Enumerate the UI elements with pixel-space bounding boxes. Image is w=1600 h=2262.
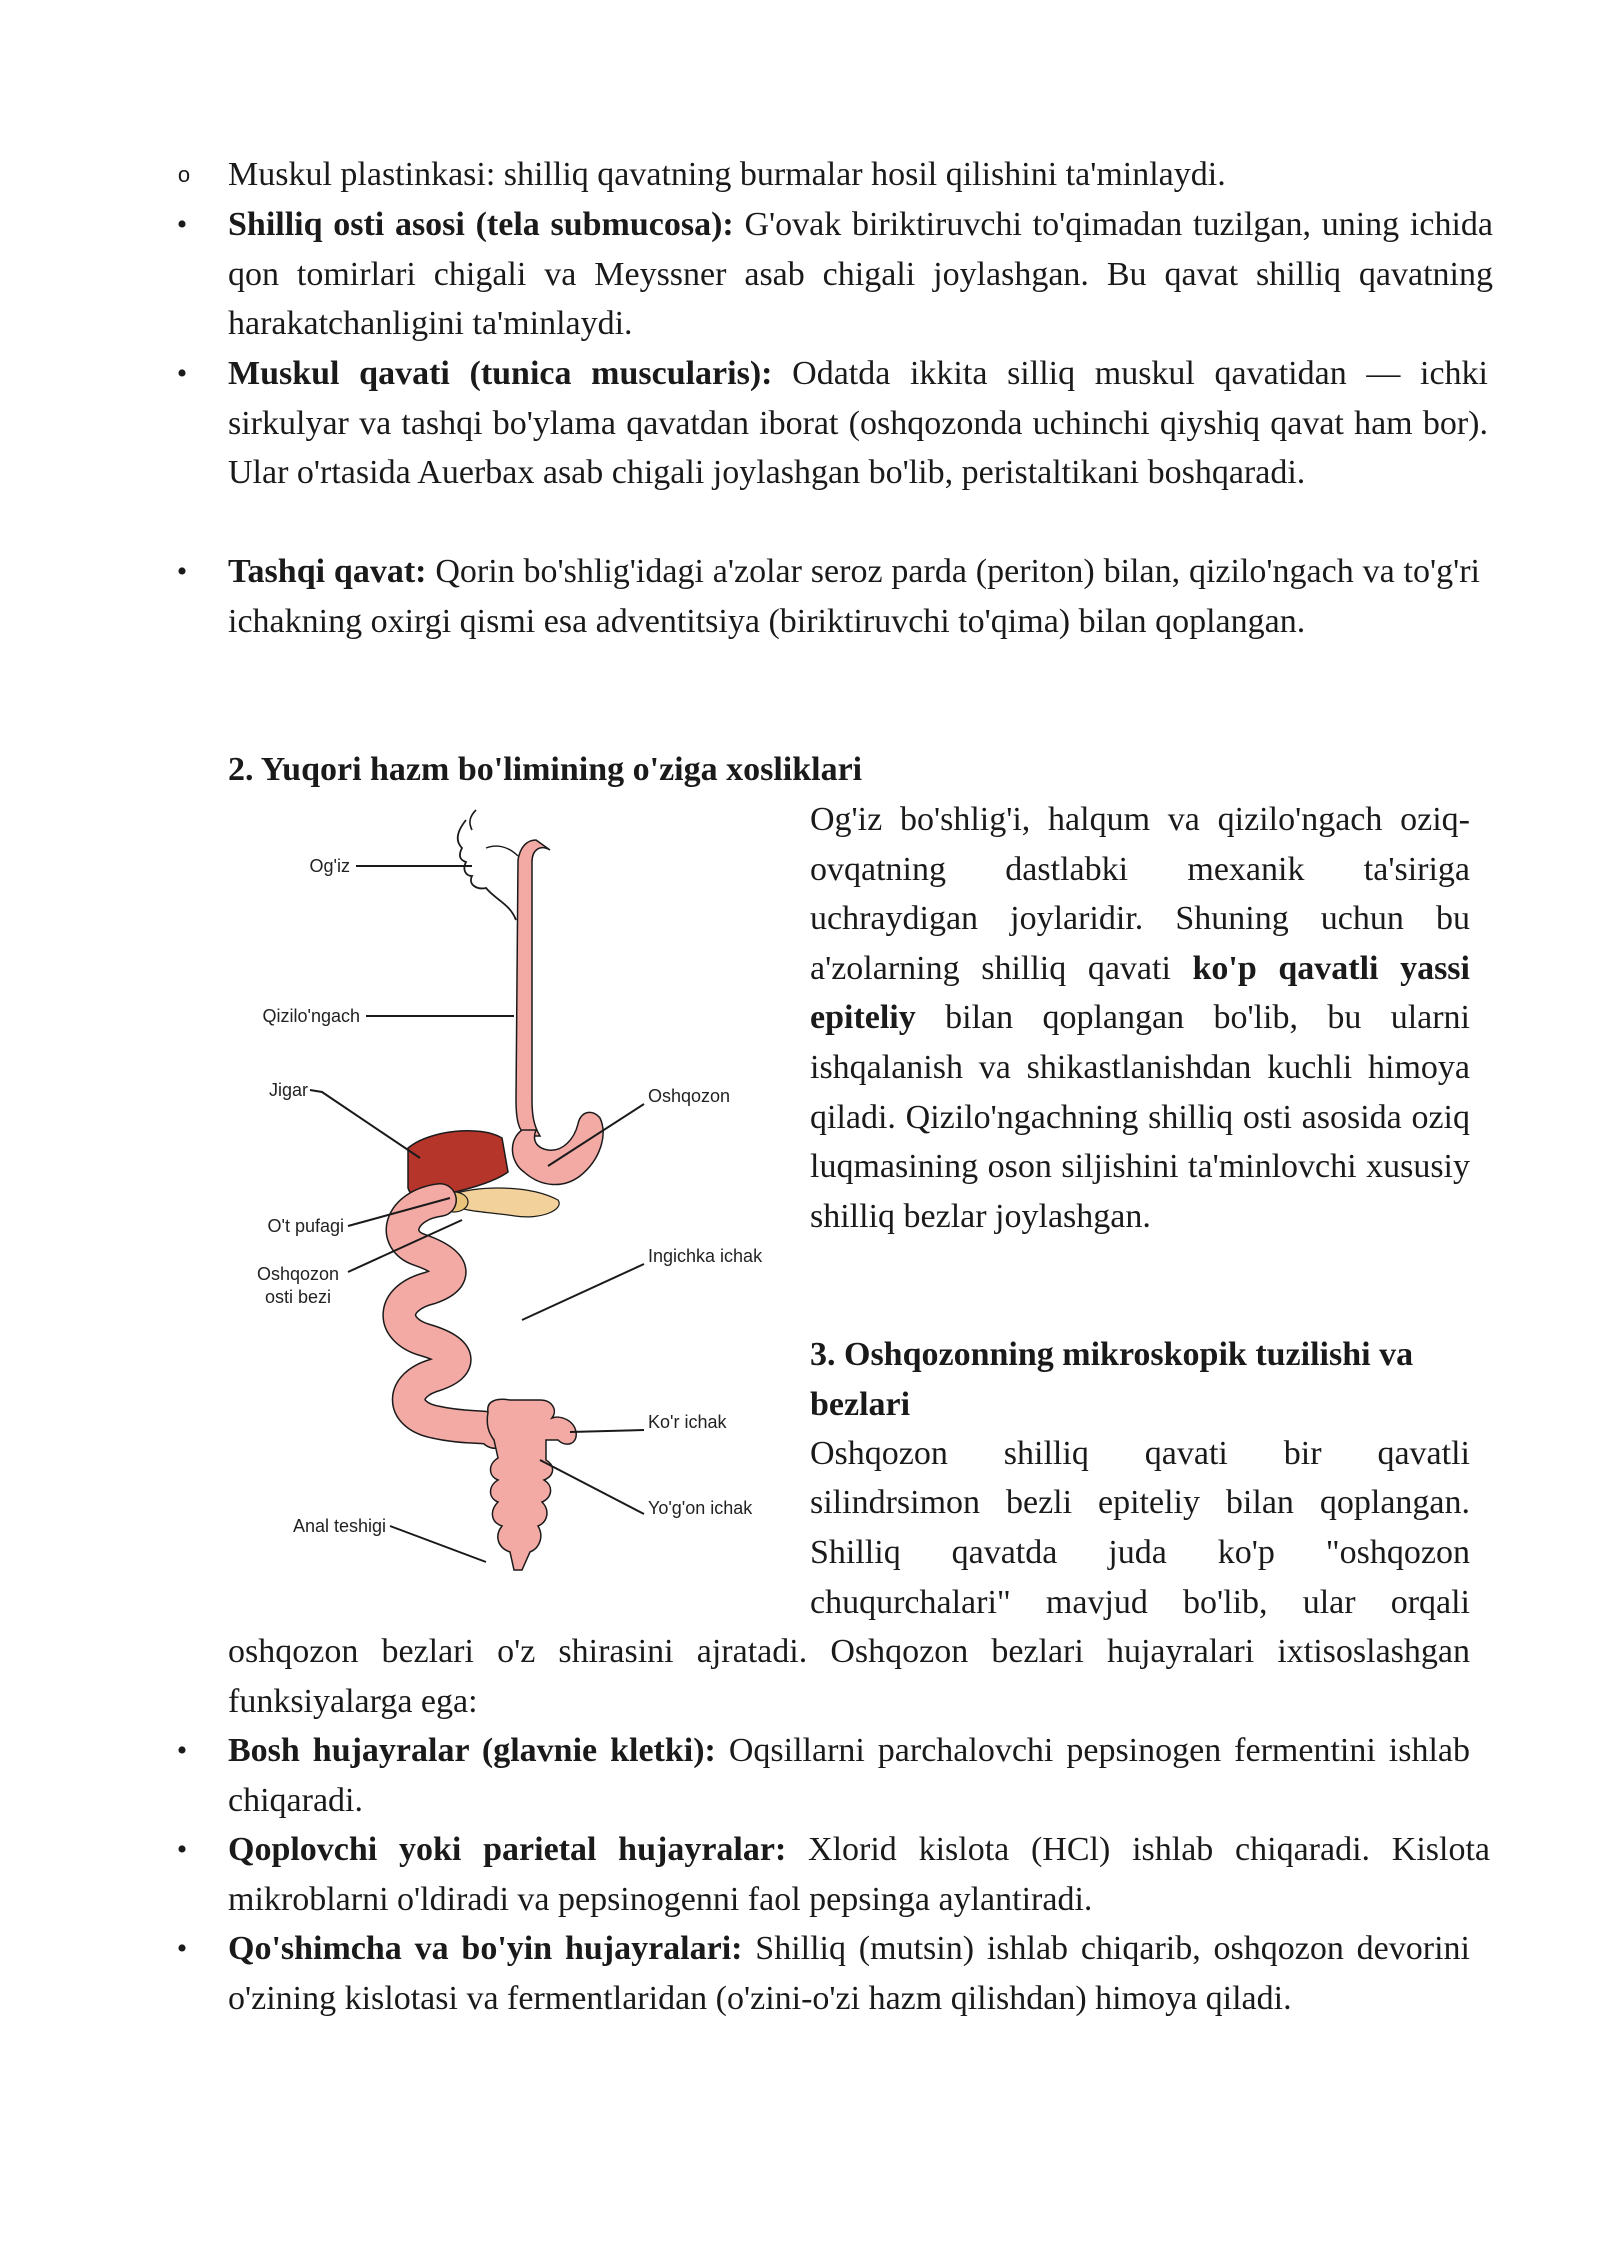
digestive-system-diagram — [240, 800, 800, 1590]
label-ogiz: Og'iz — [309, 856, 350, 876]
description: Odatda ikkita silliq muskul qavatidan — ichki sirkulyar va tashqi bo'ylama qavatdan iborat (oshqozonda uchinchi qiyshiq qavat ham bor). Ular o'rtasida Auerbax asab chigali joylashgan bo'lib, peristaltikani boshqaradi. — [228, 355, 1489, 492]
section-2-heading: 2. Yuqori hazm bo'limining o'ziga xosliklari — [228, 751, 863, 788]
list-marker: • — [176, 1734, 188, 1767]
label-ot-pufagi: O't pufagi — [267, 1216, 344, 1236]
list-item-muskul-qavati — [228, 349, 1488, 498]
label-jigar: Jigar — [268, 1080, 308, 1100]
label-qizilongach: Qizilo'ngach — [262, 1006, 360, 1026]
label-kor-ichak: Ko'r ichak — [648, 1412, 727, 1432]
term: Muskul qavati (tunica muscularis): — [228, 355, 773, 392]
label-oshqozon: Oshqozon — [648, 1086, 731, 1106]
list-item-parietal-hujayralar — [228, 1825, 1490, 1924]
list-marker: • — [176, 357, 188, 390]
list-item-bosh-hujayralar — [228, 1726, 1470, 1825]
section-3-para-rest: oshqozon bezlari o'z shirasini ajratadi. Oshqozon bezlari hujayralari ixtisoslashgan funksiyalarga ega: — [228, 1633, 1470, 1720]
section-3-para-line: Oshqozon shilliq qavati bir qavatli — [810, 1435, 1470, 1472]
description: Shilliq (mutsin) ishlab chiqarib, oshqozon devorini o'zining kislotasi va fermentlaridan (o'zini-o'zi hazm qilishdan) himoya qiladi. — [228, 1930, 1470, 2017]
description: Oqsillarni parchalovchi pepsinogen fermentini ishlab chiqaradi. — [228, 1732, 1470, 1819]
esophagus-shape — [516, 840, 550, 1136]
para-text: bilan qoplangan bo'lib, bu ularni ishqalanish va shikastlanishdan kuchli himoya qiladi. Qizilo'ngachning shilliq osti asosida oziq luqmasining oson siljishini ta'minlovchi xususiy shilliq bezlar joylashgan. — [810, 999, 1470, 1235]
term: Qoplovchi yoki parietal hujayralar: — [228, 1831, 787, 1868]
description: G'ovak biriktiruvchi to'qimadan tuzilgan, uning ichida qon tomirlari chigali va Meyssner asab chigali joylashgan. Bu qavat shilliq qavatning harakatchanligini ta'minlaydi. — [228, 206, 1493, 343]
term: Qo'shimcha va bo'yin hujayralari: — [228, 1930, 743, 1967]
description: Qorin bo'shlig'idagi a'zolar seroz parda (periton) bilan, qizilo'ngach va to'g'ri ichakning oxirgi qismi esa adventitsiya (biriktiruvchi to'qima) bilan qoplangan. — [228, 553, 1480, 640]
list-marker: • — [176, 1833, 188, 1866]
para-text: Og'iz bo'shlig'i, halqum va qizilo'ngach oziq-ovqatning dastlabki mexanik ta'siriga uchraydigan joylaridir. Shuning uchun bu a'zolarning shilliq qavati — [810, 801, 1470, 987]
face-profile — [458, 820, 516, 920]
term: Shilliq osti asosi (tela submucosa): — [228, 206, 734, 243]
list-marker: o — [177, 162, 191, 187]
section-3-para-line: Shilliq qavatda juda ko'p "oshqozon — [810, 1534, 1470, 1571]
list-item-shilliq-osti-asosi — [228, 200, 1493, 349]
section-3-para-line: chuqurchalari" mavjud bo'lib, ular orqali — [810, 1584, 1470, 1621]
label-oshqozon-osti-bezi-2: osti bezi — [264, 1287, 332, 1307]
list-item-tashqi-qavat — [228, 547, 1480, 646]
section-3-para-line: silindrsimon bezli epiteliy bilan qoplangan. — [810, 1484, 1470, 1521]
section-3-heading: 3. Oshqozonning mikroskopik tuzilishi va — [810, 1336, 1414, 1373]
label-anal-teshigi: Anal teshigi — [292, 1516, 386, 1536]
section-2-paragraph — [810, 795, 1470, 1241]
description: Xlorid kislota (HCl) ishlab chiqaradi. Kislota mikroblarni o'ldiradi va pepsinogenni faol pepsinga aylantiradi. — [228, 1831, 1491, 1918]
list-marker: • — [176, 1932, 188, 1965]
para-bold-term: ko'p qavatli yassi epiteliy — [810, 949, 1470, 1037]
list-marker: • — [176, 555, 188, 588]
list-item-muskul-plastinkasi: Muskul plastinkasi: shilliq qavatning burmalar hosil qilishini ta'minlaydi. — [228, 156, 1226, 193]
term: Bosh hujayralar (glavnie kletki): — [228, 1732, 716, 1769]
label-yogon-ichak: Yo'g'on ichak — [648, 1498, 753, 1518]
leader-lines — [310, 866, 644, 1562]
section-3-heading-line2: bezlari — [810, 1386, 911, 1423]
list-marker: • — [176, 208, 188, 241]
term: Tashqi qavat: — [228, 553, 427, 590]
list-item-qoshimcha-hujayralar — [228, 1924, 1470, 2023]
large-intestine-shape — [487, 1399, 576, 1570]
label-ingichka-ichak: Ingichka ichak — [648, 1246, 763, 1266]
label-oshqozon-osti-bezi: Oshqozon — [256, 1264, 340, 1284]
